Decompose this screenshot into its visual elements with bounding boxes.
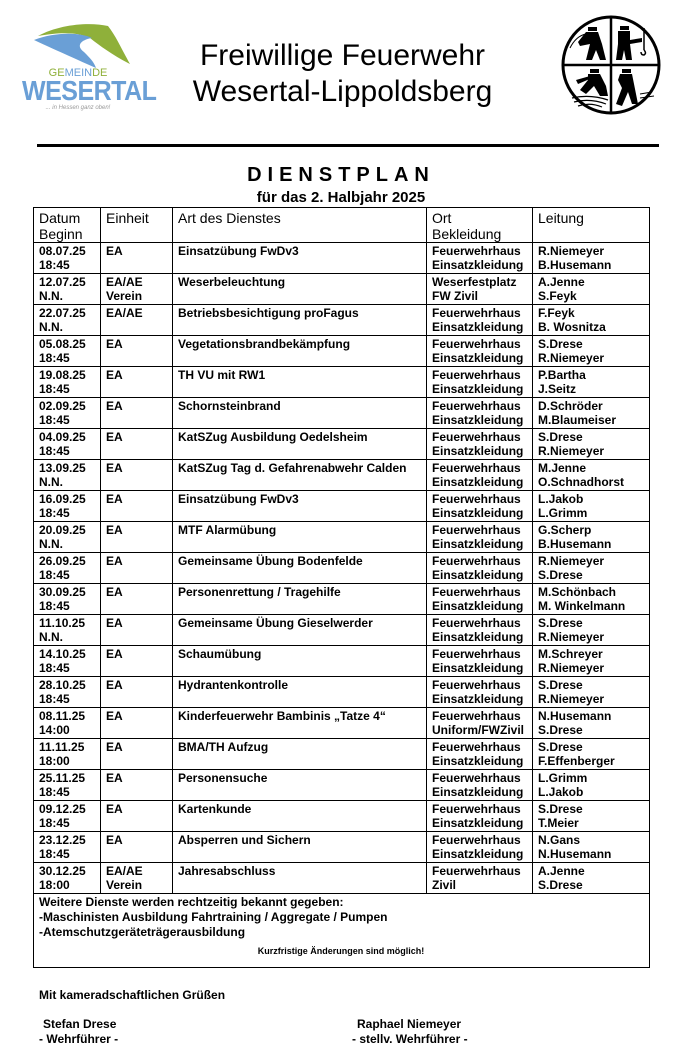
cell-location: Feuerwehrhaus Einsatzkleidung (427, 677, 533, 708)
signatory-1-role: - Wehrführer - (39, 1032, 119, 1046)
duty-schedule-table (33, 207, 650, 968)
table-row (34, 770, 650, 801)
cell-service: Kartenkunde (173, 801, 427, 832)
cell-service: Weserbeleuchtung (173, 274, 427, 305)
cell-location: Feuerwehrhaus Einsatzkleidung (427, 801, 533, 832)
table-row (34, 584, 650, 615)
cell-location: Feuerwehrhaus Einsatzkleidung (427, 460, 533, 491)
cell-unit: EA (101, 491, 173, 522)
cell-location: Feuerwehrhaus Einsatzkleidung (427, 522, 533, 553)
cell-date: 30.12.25 18:00 (34, 863, 101, 894)
cell-unit: EA (101, 615, 173, 646)
cell-date: 04.09.25 18:45 (34, 429, 101, 460)
cell-location: Feuerwehrhaus Einsatzkleidung (427, 305, 533, 336)
signatory-2-name: Raphael Niemeyer (357, 1017, 462, 1031)
cell-date: 11.11.25 18:00 (34, 739, 101, 770)
table-row (34, 305, 650, 336)
cell-lead: L.Grimm L.Jakob (533, 770, 650, 801)
table-row (34, 646, 650, 677)
table-row (34, 367, 650, 398)
cell-location: Feuerwehrhaus Uniform/FWZivil (427, 708, 533, 739)
cell-service: Betriebsbesichtigung proFagus (173, 305, 427, 336)
table-row (34, 429, 650, 460)
cell-service: Gemeinsame Übung Bodenfelde (173, 553, 427, 584)
cell-lead: A.Jenne S.Feyk (533, 274, 650, 305)
cell-date: 11.10.25 N.N. (34, 615, 101, 646)
cell-lead: S.Drese R.Niemeyer (533, 615, 650, 646)
cell-service: Jahresabschluss (173, 863, 427, 894)
cell-date: 05.08.25 18:45 (34, 336, 101, 367)
cell-location: Feuerwehrhaus Einsatzkleidung (427, 584, 533, 615)
cell-date: 08.07.25 18:45 (34, 243, 101, 274)
cell-location: Feuerwehrhaus Einsatzkleidung (427, 646, 533, 677)
cell-lead: M.Jenne O.Schnadhorst (533, 460, 650, 491)
cell-lead: A.Jenne S.Drese (533, 863, 650, 894)
cell-location: Feuerwehrhaus Einsatzkleidung (427, 367, 533, 398)
document-subtitle: für das 2. Halbjahr 2025 (256, 189, 426, 206)
cell-unit: EA (101, 770, 173, 801)
cell-date: 23.12.25 18:45 (34, 832, 101, 863)
cell-service: Gemeinsame Übung Gieselwerder (173, 615, 427, 646)
cell-location: Feuerwehrhaus Einsatzkleidung (427, 832, 533, 863)
cell-lead: S.Drese R.Niemeyer (533, 336, 650, 367)
column-header-unit: Einheit (101, 208, 173, 243)
cell-lead: N.Husemann S.Drese (533, 708, 650, 739)
cell-unit: EA (101, 646, 173, 677)
table-row (34, 336, 650, 367)
cell-unit: EA/AE Verein (101, 274, 173, 305)
cell-service: MTF Alarmübung (173, 522, 427, 553)
cell-unit: EA (101, 336, 173, 367)
table-row (34, 398, 650, 429)
notes-line: -Maschinisten Ausbildung Fahrtraining / Aggregate / Pumpen (39, 910, 388, 924)
cell-service: Einsatzübung FwDv3 (173, 491, 427, 522)
cell-lead: P.Bartha J.Seitz (533, 367, 650, 398)
notes-cell (34, 894, 650, 968)
cell-location: Feuerwehrhaus Einsatzkleidung (427, 553, 533, 584)
cell-date: 09.12.25 18:45 (34, 801, 101, 832)
cell-location: Feuerwehrhaus Einsatzkleidung (427, 336, 533, 367)
cell-service: Personenrettung / Tragehilfe (173, 584, 427, 615)
table-row (34, 832, 650, 863)
signatory-2-role: - stellv. Wehrführer - (352, 1032, 468, 1046)
cell-location: Feuerwehrhaus Einsatzkleidung (427, 429, 533, 460)
cell-lead: M.Schreyer R.Niemeyer (533, 646, 650, 677)
logo-tagline: ... in Hessen ganz oben! (45, 105, 111, 111)
cell-lead: N.Gans N.Husemann (533, 832, 650, 863)
table-row (34, 801, 650, 832)
table-row (34, 739, 650, 770)
cell-unit: EA (101, 708, 173, 739)
leaf-river-icon (30, 22, 130, 70)
cell-location: Feuerwehrhaus Einsatzkleidung (427, 739, 533, 770)
cell-unit: EA (101, 584, 173, 615)
cell-service: KatSZug Ausbildung Oedelsheim (173, 429, 427, 460)
notes-line: Weitere Dienste werden rechtzeitig bekannt gegeben: (39, 895, 344, 909)
cell-lead: S.Drese R.Niemeyer (533, 429, 650, 460)
cell-service: Kinderfeuerwehr Bambinis „Tatze 4“ (173, 708, 427, 739)
cell-date: 13.09.25 N.N. (34, 460, 101, 491)
cell-unit: EA (101, 398, 173, 429)
cell-unit: EA/AE Verein (101, 863, 173, 894)
column-header-lead: Leitung (533, 208, 650, 243)
gemeinde-wesertal-logo (22, 22, 157, 112)
cell-unit: EA (101, 739, 173, 770)
cell-lead: S.Drese R.Niemeyer (533, 677, 650, 708)
cell-service: Personensuche (173, 770, 427, 801)
title-line-2: Wesertal-Lippoldsberg (192, 75, 493, 108)
document-title: DIENSTPLAN (247, 164, 435, 186)
table-row (34, 863, 650, 894)
column-header-service: Art des Dienstes (173, 208, 427, 243)
cell-service: Schornsteinbrand (173, 398, 427, 429)
cell-service: Schaumübung (173, 646, 427, 677)
table-row (34, 460, 650, 491)
cell-location: Weserfestplatz FW Zivil (427, 274, 533, 305)
cell-lead: G.Scherp B.Husemann (533, 522, 650, 553)
table-row (34, 615, 650, 646)
table-row (34, 243, 650, 274)
column-header-date: Datum Beginn (34, 208, 101, 243)
cell-location: Feuerwehrhaus Einsatzkleidung (427, 491, 533, 522)
cell-date: 19.08.25 18:45 (34, 367, 101, 398)
cell-unit: EA (101, 243, 173, 274)
cell-service: Hydrantenkontrolle (173, 677, 427, 708)
cell-date: 16.09.25 18:45 (34, 491, 101, 522)
cell-unit: EA (101, 522, 173, 553)
closing-greeting: Mit kameradschaftlichen Grüßen (39, 988, 226, 1002)
cell-unit: EA (101, 460, 173, 491)
cell-unit: EA (101, 677, 173, 708)
cell-location: Feuerwehrhaus Einsatzkleidung (427, 615, 533, 646)
cell-service: KatSZug Tag d. Gefahrenabwehr Calden (173, 460, 427, 491)
table-row (34, 522, 650, 553)
fire-brigade-emblem-icon (560, 14, 662, 116)
table-row (34, 677, 650, 708)
cell-date: 12.07.25 N.N. (34, 274, 101, 305)
cell-lead: R.Niemeyer S.Drese (533, 553, 650, 584)
cell-date: 08.11.25 14:00 (34, 708, 101, 739)
table-row (34, 491, 650, 522)
cell-date: 02.09.25 18:45 (34, 398, 101, 429)
cell-date: 26.09.25 18:45 (34, 553, 101, 584)
cell-date: 25.11.25 18:45 (34, 770, 101, 801)
cell-location: Feuerwehrhaus Einsatzkleidung (427, 398, 533, 429)
cell-service: Vegetationsbrandbekämpfung (173, 336, 427, 367)
cell-lead: F.Feyk B. Wosnitza (533, 305, 650, 336)
cell-service: TH VU mit RW1 (173, 367, 427, 398)
cell-lead: S.Drese T.Meier (533, 801, 650, 832)
table-header-row (34, 208, 650, 243)
cell-location: Feuerwehrhaus Einsatzkleidung (427, 770, 533, 801)
cell-unit: EA (101, 429, 173, 460)
cell-date: 30.09.25 18:45 (34, 584, 101, 615)
header-divider (37, 144, 659, 147)
cell-date: 22.07.25 N.N. (34, 305, 101, 336)
signatory-1-name: Stefan Drese (43, 1017, 117, 1031)
cell-lead: D.Schröder M.Blaumeiser (533, 398, 650, 429)
cell-lead: M.Schönbach M. Winkelmann (533, 584, 650, 615)
cell-location: Feuerwehrhaus Zivil (427, 863, 533, 894)
cell-date: 28.10.25 18:45 (34, 677, 101, 708)
notes-row (34, 894, 650, 968)
organization-title (160, 38, 525, 110)
logo-wesertal-text: WESERTAL (22, 75, 157, 107)
cell-unit: EA (101, 832, 173, 863)
cell-date: 20.09.25 N.N. (34, 522, 101, 553)
notes-line: -Atemschutzgeräteträgerausbildung (39, 925, 246, 939)
cell-unit: EA/AE (101, 305, 173, 336)
changes-notice: Kurzfristige Änderungen sind möglich! (257, 946, 425, 956)
cell-service: BMA/TH Aufzug (173, 739, 427, 770)
title-line-1: Freiwillige Feuerwehr (199, 39, 486, 72)
cell-date: 14.10.25 18:45 (34, 646, 101, 677)
table-row (34, 274, 650, 305)
cell-service: Absperren und Sichern (173, 832, 427, 863)
cell-unit: EA (101, 801, 173, 832)
cell-lead: R.Niemeyer B.Husemann (533, 243, 650, 274)
cell-unit: EA (101, 553, 173, 584)
table-row (34, 708, 650, 739)
cell-lead: L.Jakob L.Grimm (533, 491, 650, 522)
cell-unit: EA (101, 367, 173, 398)
cell-location: Feuerwehrhaus Einsatzkleidung (427, 243, 533, 274)
table-row (34, 553, 650, 584)
cell-lead: S.Drese F.Effenberger (533, 739, 650, 770)
column-header-location: Ort Bekleidung (427, 208, 533, 243)
cell-service: Einsatzübung FwDv3 (173, 243, 427, 274)
logo-gemeinde-text: GEMEINDE (48, 67, 108, 79)
